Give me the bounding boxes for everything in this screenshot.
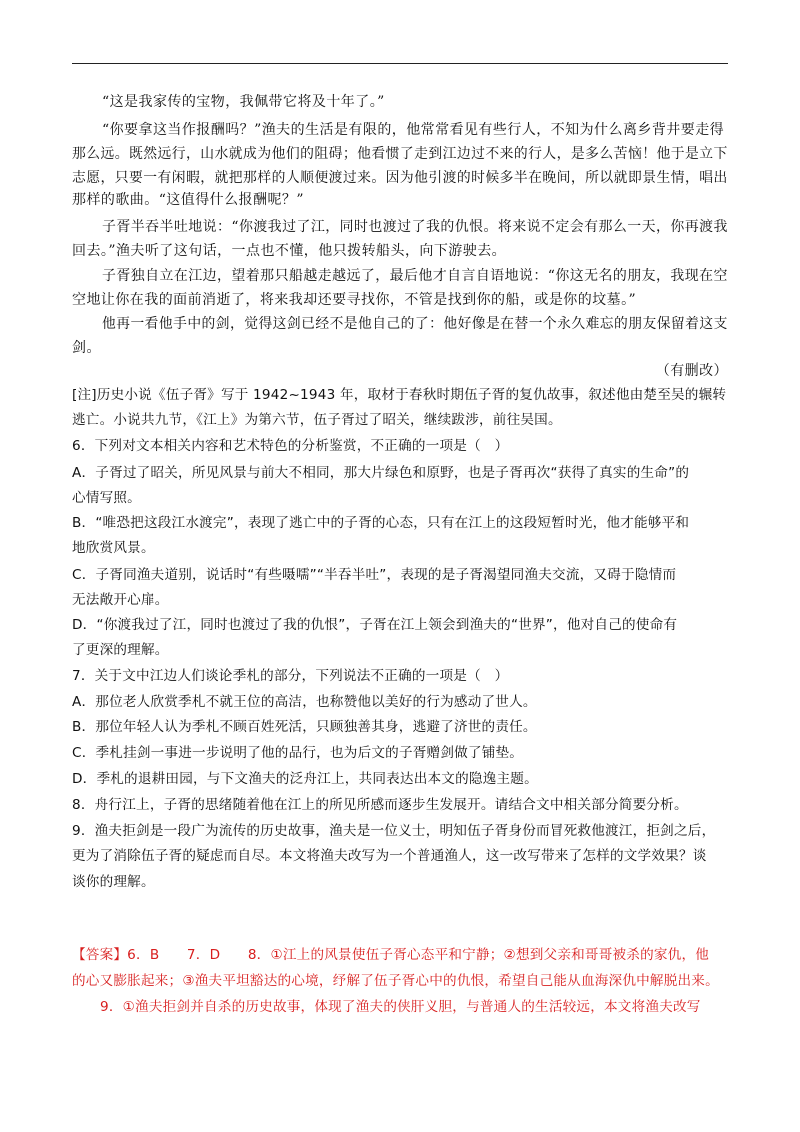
question-7: 7．关于文中江边人们谈论季札的部分，下列说法不正确的一项是（ ） xyxy=(72,668,509,684)
answer-line: 【答案】6．B 7．D 8．①江上的风景使伍子胥心态平和宁静；②想到父亲和哥哥被杀的家仇，他 xyxy=(72,947,710,963)
option-line: A．那位老人欣赏季札不就王位的高洁，也称赞他以美好的行为感动了世人。 xyxy=(72,694,537,710)
option-line: D．季札的退耕田园，与下文渔夫的泛舟江上，共同表达出本文的隐逸主题。 xyxy=(72,771,538,787)
question-9-line: 谈你的理解。 xyxy=(72,874,155,890)
note-line: 逃亡。小说共九节，《江上》为第六节，伍子胥过了昭关，继续跋涉，前往吴国。 xyxy=(72,412,562,428)
option-line: B．“唯恐把这段江水渡完”，表现了逃亡中的子胥的心态，只有在江上的这段短暂时光，他才能够平和 xyxy=(72,515,690,531)
question-9: 9．渔夫拒剑是一段广为流传的历史故事，渔夫是一位义士，明知伍子胥身份而冒死救他渡江，拒剑之后， xyxy=(72,823,716,839)
source-note: （有删改） xyxy=(655,363,728,379)
story-line: 子胥独自立在江边，望着那只船越走越远了，最后他才自言自语地说：“你这无名的朋友，我现在空 xyxy=(102,268,728,284)
story-line: 空地让你在我的面前消逝了，将来我却还要寻找你，不管是找到你的船，或是你的坟墓。” xyxy=(72,292,637,308)
story-line: “这是我家传的宝物，我佩带它将及十年了。” xyxy=(102,94,385,110)
story-line: “你要拿这当作报酬吗？”渔夫的生活是有限的，他常常看见有些行人，不知为什么离乡背井要走得 xyxy=(102,122,725,138)
story-line: 志愿，只要一有闲暇，就把那样的人顺便渡过来。因为他引渡的时候多半在晚间，所以就即景生情，唱出 xyxy=(72,170,728,186)
note-line: [注]历史小说《伍子胥》写于 1942~1943 年，取材于春秋时期伍子胥的复仇故事，叙述他由楚至吴的辗转 xyxy=(72,387,727,403)
option-line: D．“你渡我过了江，同时也渡过了我的仇恨”，子胥在江上领会到渔夫的“世界”，他对自己的使命有 xyxy=(72,617,678,633)
question-8: 8．舟行江上，子胥的思绪随着他在江上的所见所感而逐步生发展开。请结合文中相关部分简要分析。 xyxy=(72,797,688,813)
option-line: B．那位年轻人认为季札不顾百姓死活，只顾独善其身，逃避了济世的责任。 xyxy=(72,719,537,735)
story-line: 子胥半吞半吐地说：“你渡我过了江，同时也渡过了我的仇恨。将来说不定会有那么一天，你再渡我 xyxy=(102,219,728,235)
option-line: 地欣赏风景。 xyxy=(72,540,155,556)
question-9-line: 更为了消除伍子胥的疑虑而自尽。本文将渔夫改写为一个普通渔人，这一改写带来了怎样的文学效果？谈 xyxy=(72,848,707,864)
story-line: 剑。 xyxy=(72,340,101,356)
answer-line: 的心又膨胀起来；③渔夫平坦豁达的心境，纾解了伍子胥心中的仇恨，希望自己能从血海深仇中解脱出来。 xyxy=(72,973,719,989)
option-line: 了更深的理解。 xyxy=(72,642,169,658)
option-line: C．季札挂剑一事进一步说明了他的品行，也为后文的子胥赠剑做了铺垫。 xyxy=(72,745,524,761)
story-line: 回去。”渔夫听了这句话，一点也不懂，他只拨转船头，向下游驶去。 xyxy=(72,243,507,259)
question-6: 6．下列对文本相关内容和艺术特色的分析鉴赏，不正确的一项是（ ） xyxy=(72,438,509,454)
option-line: C．子胥同渔夫道别，说话时“有些嗫嚅”“半吞半吐”，表现的是子胥渴望同渔夫交流，又碍于隐情而 xyxy=(72,567,677,583)
option-line: 无法敞开心扉。 xyxy=(72,592,169,608)
story-line: 那样的歌曲。“这值得什么报酬呢？” xyxy=(72,192,304,208)
answer-line: 9．①渔夫拒剑并自杀的历史故事，体现了渔夫的侠肝义胆，与普通人的生活较远，本文将渔夫改写 xyxy=(100,999,701,1015)
header-rule xyxy=(72,63,728,64)
option-line: 心情写照。 xyxy=(72,490,141,506)
story-line: 那么远。既然远行，山水就成为他们的阻碍；他看惯了走到江边过不来的行人，是多么苦恼！他于是立下 xyxy=(72,146,728,162)
story-line: 他再一看他手中的剑，觉得这剑已经不是他自己的了：他好像是在替一个永久难忘的朋友保留着这支 xyxy=(102,316,728,332)
option-line: A．子胥过了昭关，所见风景与前大不相同，那大片绿色和原野，也是子胥再次“获得了真实的生命”的 xyxy=(72,465,690,481)
